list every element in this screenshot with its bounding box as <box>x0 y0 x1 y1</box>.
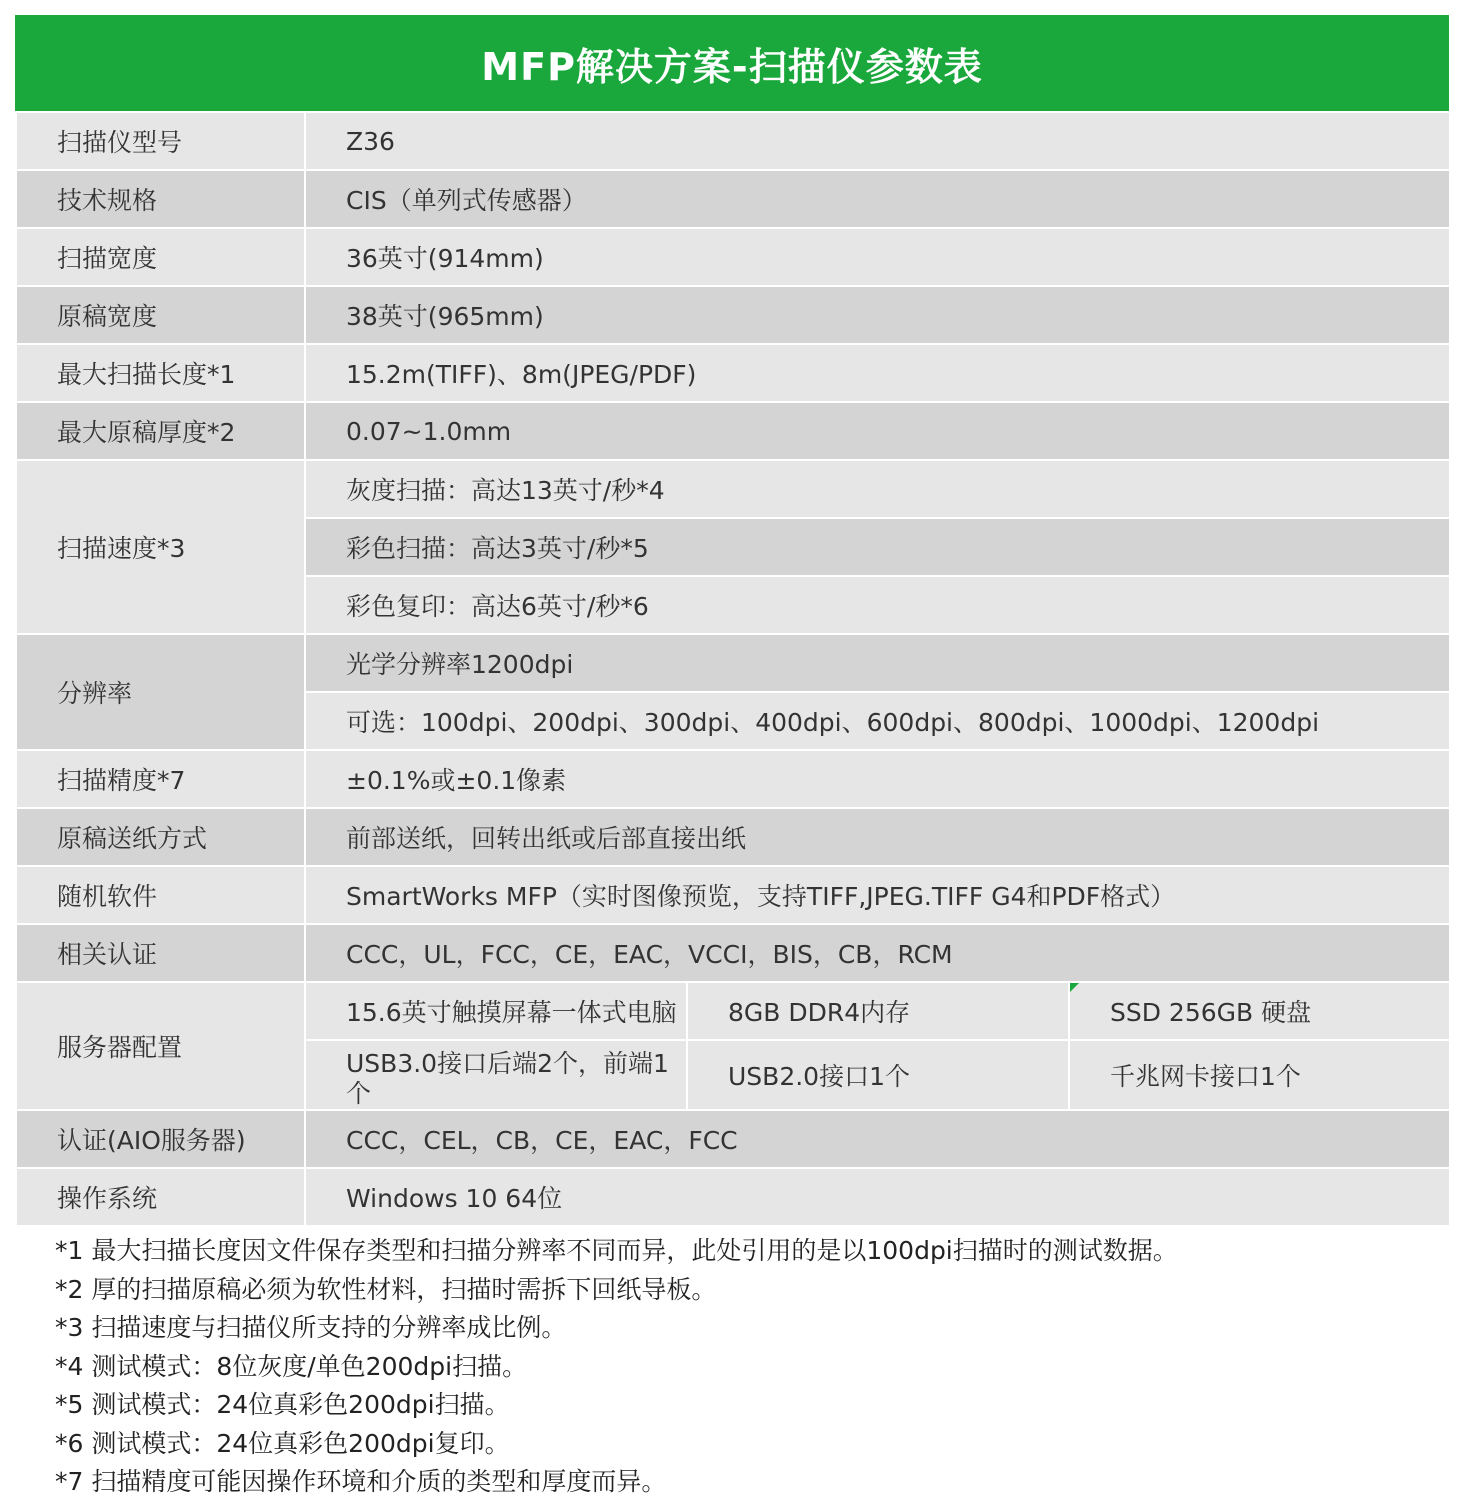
row-value: Windows 10 64位 <box>305 1168 1450 1226</box>
row-label: 扫描仪型号 <box>16 112 305 170</box>
table-row <box>16 460 1450 518</box>
row-value: 彩色扫描：高达3英寸/秒*5 <box>305 518 1450 576</box>
table-row <box>16 1168 1450 1226</box>
row-label: 原稿送纸方式 <box>16 808 305 866</box>
table-row <box>16 286 1450 344</box>
comment-marker-icon <box>1070 983 1079 992</box>
server-cell-text: SSD 256GB 硬盘 <box>1110 998 1312 1027</box>
table-row <box>16 924 1450 982</box>
row-label: 扫描速度*3 <box>16 460 305 634</box>
footnote: *3 扫描速度与扫描仪所支持的分辨率成比例。 <box>55 1313 567 1342</box>
table-row <box>16 344 1450 402</box>
page-title: MFP解决方案-扫描仪参数表 <box>15 15 1449 111</box>
table-row <box>16 808 1450 866</box>
row-label: 最大原稿厚度*2 <box>16 402 305 460</box>
spec-table <box>15 111 1451 1227</box>
row-value: SmartWorks MFP（实时图像预览，支持TIFF,JPEG.TIFF G4和PDF格式） <box>305 866 1450 924</box>
footnote: *5 测试模式：24位真彩色200dpi扫描。 <box>55 1390 510 1419</box>
server-cell: USB2.0接口1个 <box>687 1040 1069 1110</box>
table-row <box>16 982 1450 1040</box>
server-cell: 千兆网卡接口1个 <box>1069 1040 1450 1110</box>
row-label: 扫描宽度 <box>16 228 305 286</box>
row-value: 0.07~1.0mm <box>305 402 1450 460</box>
row-label: 相关认证 <box>16 924 305 982</box>
row-label: 技术规格 <box>16 170 305 228</box>
row-label: 原稿宽度 <box>16 286 305 344</box>
footnote: *4 测试模式：8位灰度/单色200dpi扫描。 <box>55 1351 528 1381</box>
row-value: 可选：100dpi、200dpi、300dpi、400dpi、600dpi、800dpi、1000dpi、1200dpi <box>305 692 1450 750</box>
table-row <box>16 634 1450 692</box>
row-label: 操作系统 <box>16 1168 305 1226</box>
row-value: 灰度扫描：高达13英寸/秒*4 <box>305 460 1450 518</box>
row-label: 服务器配置 <box>16 982 305 1110</box>
table-row <box>16 112 1450 170</box>
server-cell: 8GB DDR4内存 <box>687 982 1069 1040</box>
table-row <box>16 866 1450 924</box>
footnote: *2 厚的扫描原稿必须为软性材料，扫描时需拆下回纸导板。 <box>55 1274 717 1304</box>
table-row <box>16 402 1450 460</box>
server-cell: 15.6英寸触摸屏幕一体式电脑 <box>305 982 687 1040</box>
row-value: 光学分辨率1200dpi <box>305 634 1450 692</box>
table-row <box>16 228 1450 286</box>
row-label: 最大扫描长度*1 <box>16 344 305 402</box>
row-label: 扫描精度*7 <box>16 750 305 808</box>
row-value: 彩色复印：高达6英寸/秒*6 <box>305 576 1450 634</box>
footnote: *7 扫描精度可能因操作环境和介质的类型和厚度而异。 <box>55 1467 667 1496</box>
row-value: 38英寸(965mm) <box>305 286 1450 344</box>
row-value: 36英寸(914mm) <box>305 228 1450 286</box>
row-label: 随机软件 <box>16 866 305 924</box>
row-value: ±0.1%或±0.1像素 <box>305 750 1450 808</box>
footnote: *6 测试模式：24位真彩色200dpi复印。 <box>55 1428 510 1458</box>
table-row <box>16 1110 1450 1168</box>
table-row <box>16 750 1450 808</box>
footnote: *1 最大扫描长度因文件保存类型和扫描分辨率不同而异，此处引用的是以100dpi扫描时的测试数据。 <box>55 1236 1178 1265</box>
footnotes <box>15 1232 1435 1502</box>
row-value: CCC，UL，FCC，CE，EAC，VCCI，BIS，CB，RCM <box>305 924 1450 982</box>
spec-sheet <box>15 15 1449 1227</box>
row-value: 前部送纸，回转出纸或后部直接出纸 <box>305 808 1450 866</box>
server-cell: USB3.0接口后端2个，前端1个 <box>305 1040 687 1110</box>
row-value: Z36 <box>305 112 1450 170</box>
row-value: 15.2m(TIFF)、8m(JPEG/PDF) <box>305 344 1450 402</box>
server-cell <box>1069 982 1450 1040</box>
table-row <box>16 170 1450 228</box>
row-value: CCC，CEL，CB，CE，EAC，FCC <box>305 1110 1450 1168</box>
row-label: 认证(AIO服务器) <box>16 1110 305 1168</box>
row-value: CIS（单列式传感器） <box>305 170 1450 228</box>
row-label: 分辨率 <box>16 634 305 750</box>
